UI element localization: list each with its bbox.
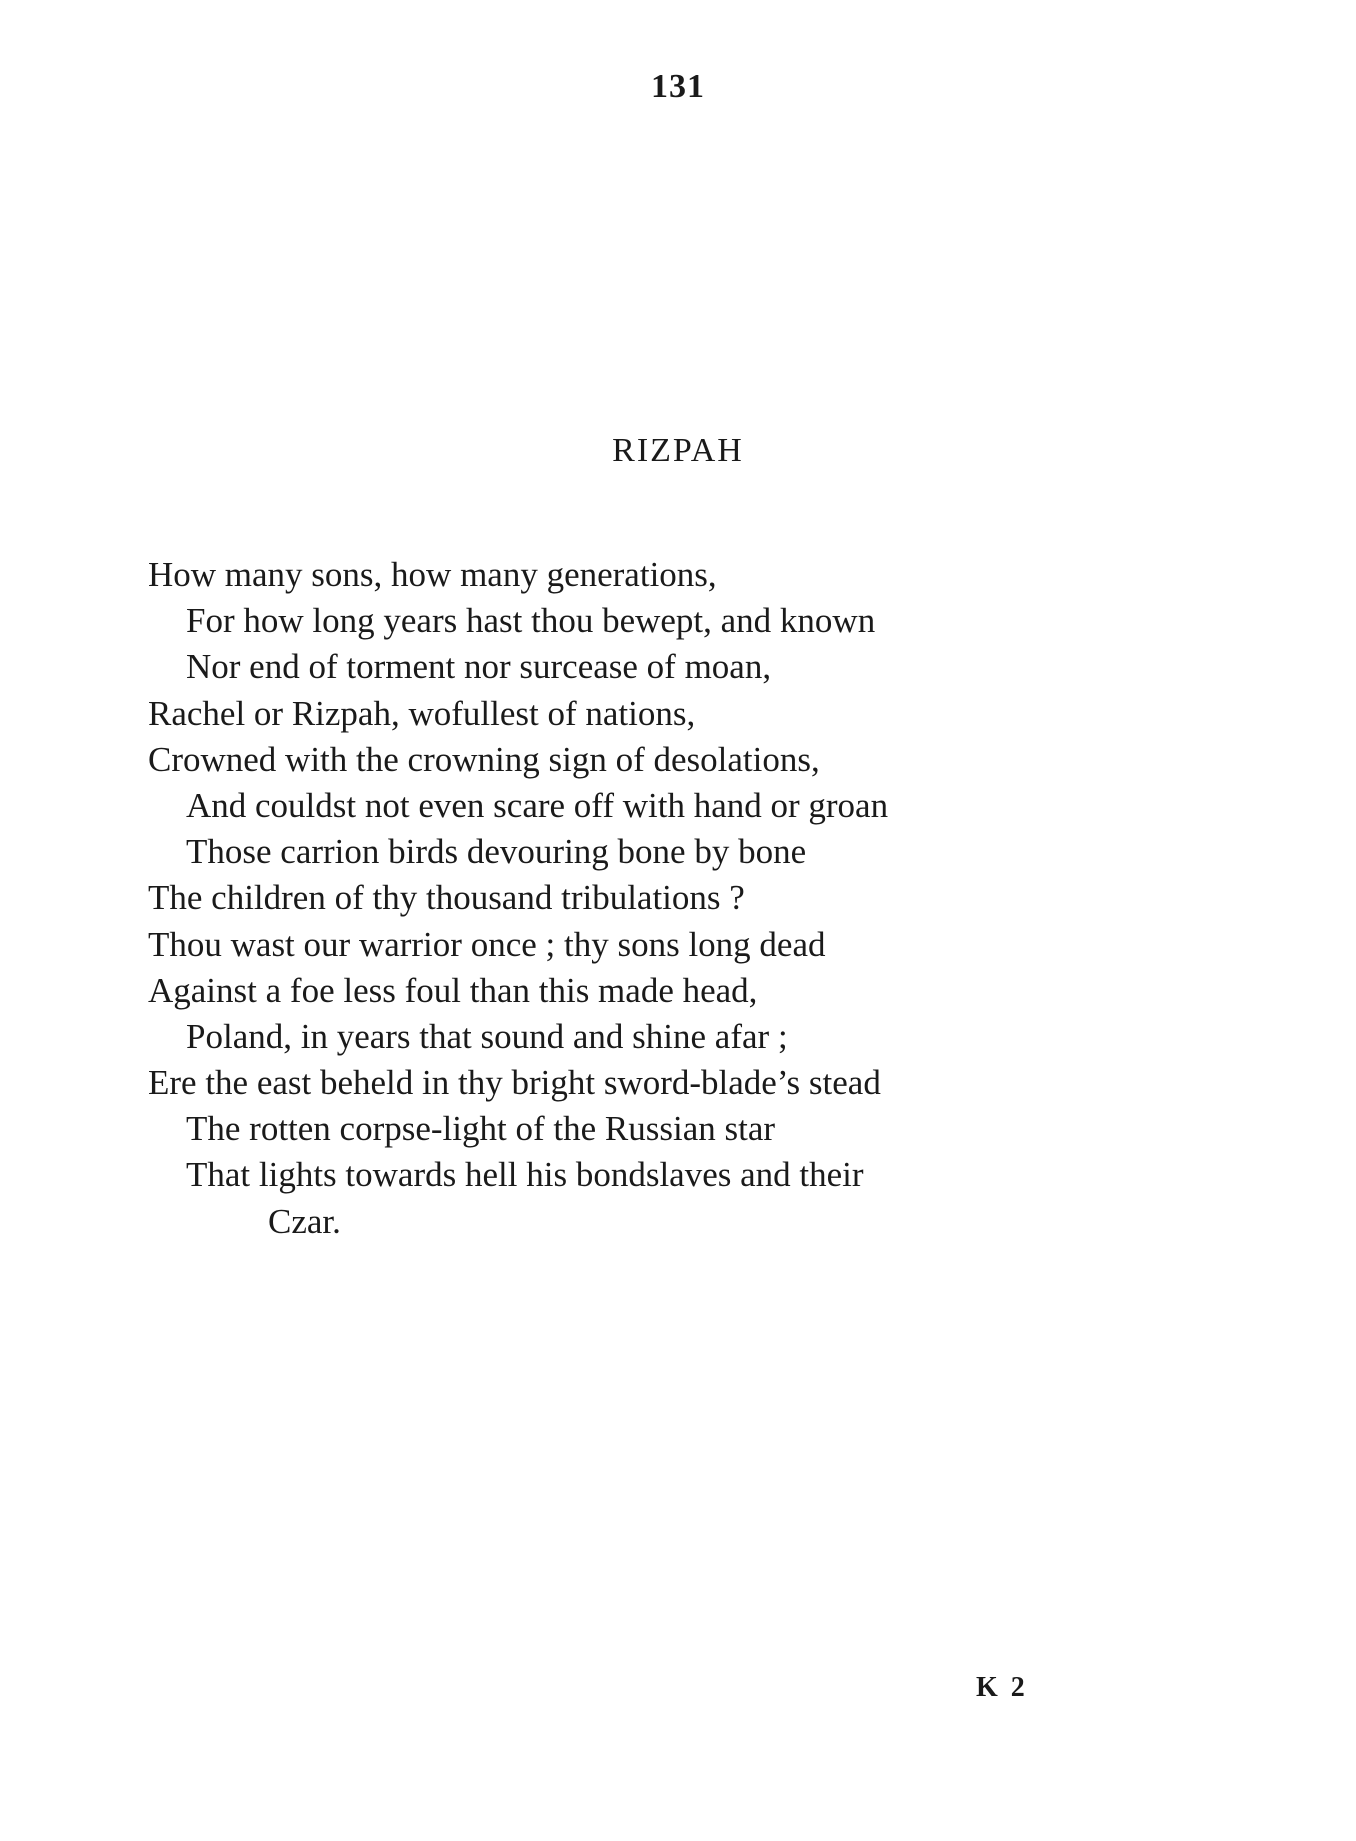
poem-body [148,552,1148,1245]
poem-line: Against a foe less foul than this made head, [148,970,758,1010]
poem-line: Thou wast our warrior once ; thy sons long dead [148,924,826,964]
poem-line: Ere the east beheld in thy bright sword-blade’s stead [148,1063,881,1103]
poem-line: For how long years hast thou bewept, and known [186,601,876,641]
poem-line: How many sons, how many generations, [148,555,717,594]
poem-line: Poland, in years that sound and shine afar ; [186,1016,788,1056]
poem-line: And couldst not even scare off with hand or groan [186,785,889,825]
poem-line: Nor end of torment nor surcease of moan, [186,647,772,687]
signature-mark: K 2 [976,1672,1028,1703]
poem-line: Crowned with the crowning sign of desolations, [148,739,820,779]
poem-line: The rotten corpse-light of the Russian star [186,1109,776,1149]
poem-line: That lights towards hell his bondslaves and their [186,1155,864,1195]
poem-line: The children of thy thousand tribulations ? [148,878,745,918]
poem-title: RIZPAH [612,432,744,469]
poem-line: Those carrion birds devouring bone by bone [186,832,807,872]
poem-line: Rachel or Rizpah, wofullest of nations, [148,693,696,733]
page-number: 131 [651,68,705,105]
poem-line: Czar. [268,1201,341,1241]
